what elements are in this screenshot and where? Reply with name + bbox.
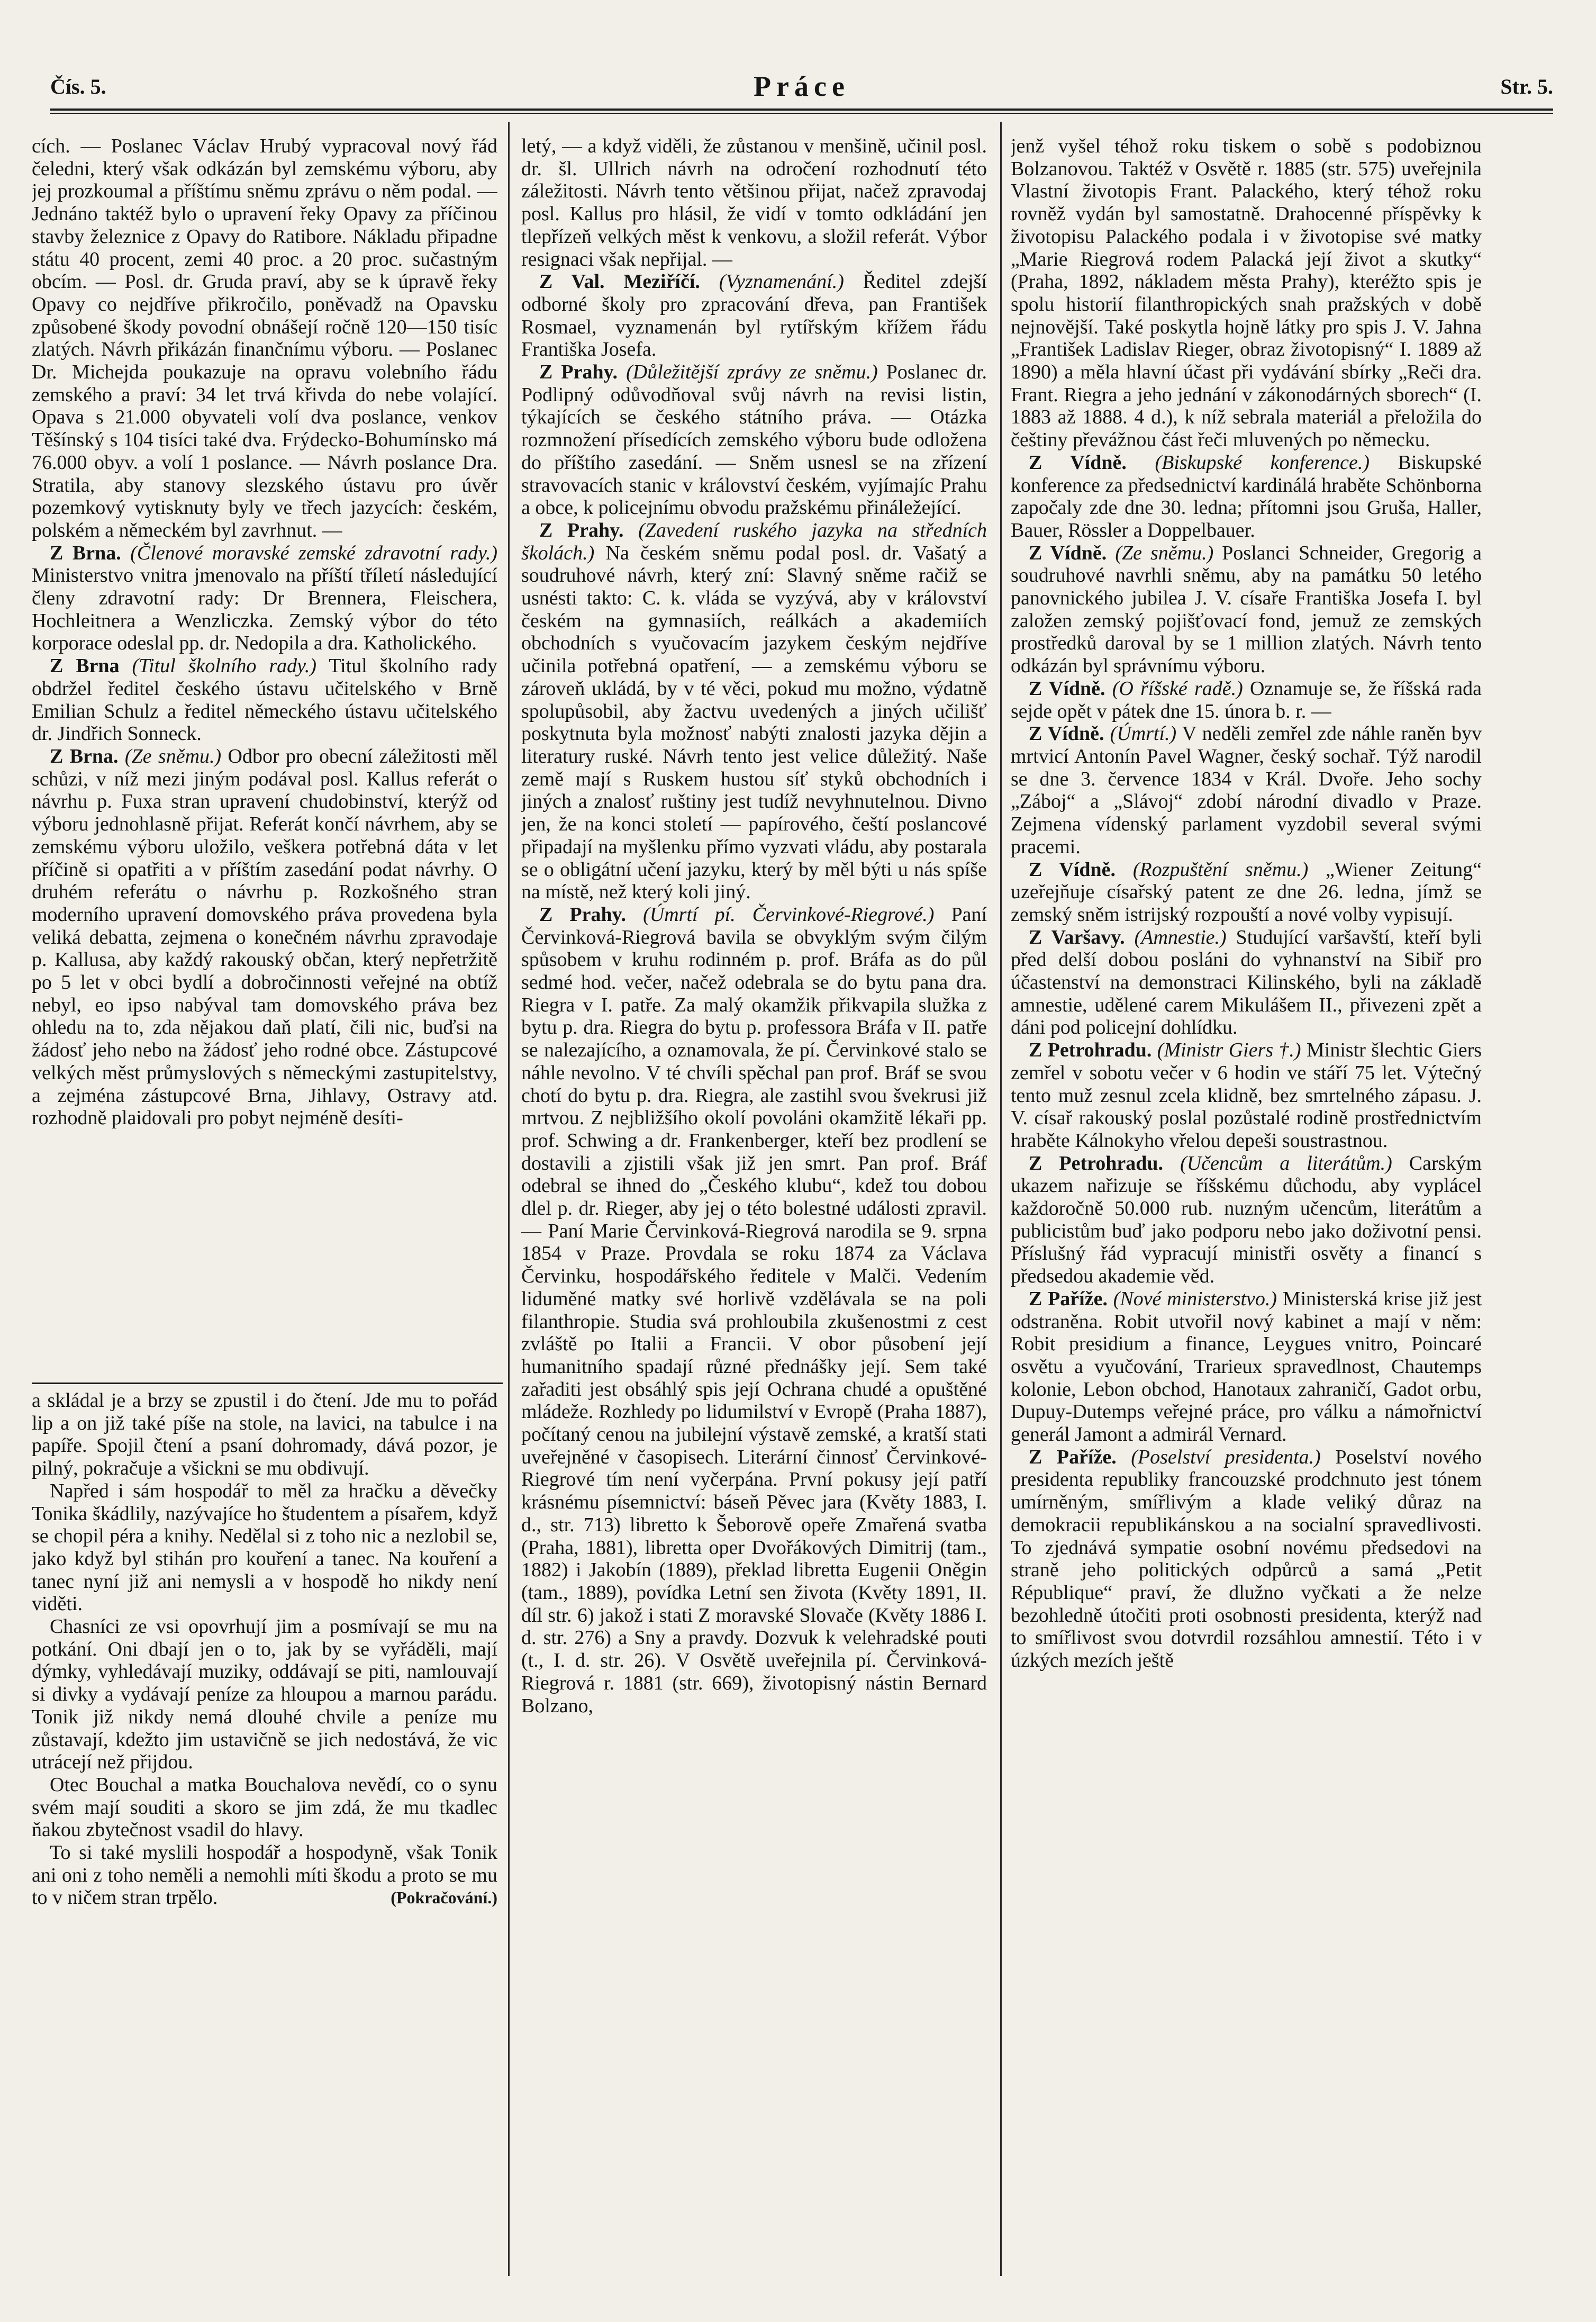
column-2	[521, 135, 987, 2292]
page-header	[50, 70, 1553, 106]
article-paragraph: Z Paříže. (Poselství presidenta.) Poselství nového presidenta republiky francouzské prodchnuto jest tónem umírněným, smířlivým a klade veliký důraz na demokracii republikánskou a na socialní spravedlivosti. To zjednává sympatie osobní novému předsedovi na straně jeho politických odpůrců a samá „Petit République“ praví, že dlužno vyčkati a že nelze bezohledně útočiti proti osobnosti presidenta, kterýž nad to smířlivost svou dotvrdil rozsáhlou amnestií. Této i v úzkých mezích ještě	[1011, 1445, 1482, 1672]
article-paragraph: letý, — a když viděli, že zůstanou v menšině, učinil posl. dr. šl. Ullrich návrh na odročení rozhodnutí této záležitosti. Návrh tento většinou přijat, načež zpravodaj posl. Kallus pro hlásil, že vidí v tomto odkládání jen tlepřízeň velkých měst k venkovu, a složil referát. Výbor resignaci však nepřijal. —	[521, 135, 987, 270]
article-paragraph: Z Vídně. (Biskupské konference.) Biskupské konference za předsednictví kardinálá hraběte Schönborna započaly zde dne 30. ledna; přítomni jsou Gruša, Haller, Bauer, Rössler a Doppelbauer.	[1011, 451, 1482, 541]
article-paragraph: Z Brna. (Ze sněmu.) Odbor pro obecní záležitosti měl schůzi, v níž mezi jiným podával posl. Kallus referát o návrhu p. Fuxa stran upravení chudobinství, kterýž od výboru jednohlasně přijat. Referát končí návrhem, aby se zemskému výboru uložilo, veškera potřebná dáta v let příčině si opatřiti a v příštím zasedání podat návrhy. O druhém referátu o návrhu p. Rozkošného stran moderního upravení domovského práva provedena byla veliká debatta, zejmena o konečném návrhu zpravodaje p. Kallusa, aby každý rakouský občan, který nepřetržitě po 5 let v obci bydlí a dobročinnosti veřejné na obtíž nebyl, eo ipso nabýval tam domovského práva bez ohledu na to, zda nějakou daň platí, čili nic, buďsi na žádosť jeho nebo na žádosť jeho rodné obce. Zástupcové velkých měst průmyslových s německými zastupitelstvy, a zejména zástupcové Brna, Jihlavy, Ostravy atd. rozhodně plaidovali pro pobyt nejméně desíti-	[32, 745, 497, 1130]
section-divider	[32, 1383, 503, 1384]
column-divider	[1000, 122, 1002, 2276]
story-paragraph: a skládal je a brzy se zpustil i do čtení. Jde mu to pořád lip a on již také píše na stole, na lavici, na tabulce i na papíře. Spojil čtení a psaní dohromady, dává pozor, je pilný, pokračuje a všickni se mu obdivují.	[32, 1389, 497, 1480]
article-paragraph: Z Paříže. (Nové ministerstvo.) Ministerská krise již jest odstraněna. Robit utvořil nový kabinet a mají v něm: Robit presidium a finance, Leygues vnitro, Poincaré osvětu a vyučování, Trarieux spravedlnost, Chautemps kolonie, Lebon obchod, Hanotaux zahraničí, Gadot orbu, Dupuy-Dutemps veřejné práce, pro válku a námořnictví generál Jamont a admirál Vernard.	[1011, 1287, 1482, 1446]
column-divider	[508, 122, 510, 2276]
story-paragraph: Chasníci ze vsi opovrhují jim a posmívají se mu na potkání. Oni dbají jen o to, jak by se vyřáděli, mají dýmky, vyhledávají muziky, oddávají se piti, namlouvají si divky a vydávají peníze za hloupou a marnou parádu. Tonik již nikdy nemá dlouhé chvile a peníze mu zůstavají, kdežto jim ustavičně se jich nedostává, že vic utrácejí než přijdou.	[32, 1615, 497, 1774]
newspaper-title: Práce	[754, 70, 850, 102]
column-1-news	[32, 135, 497, 1379]
column-1-feuilleton	[32, 1389, 497, 2289]
article-paragraph: Z Prahy. (Důležitější zprávy ze sněmu.) Poslanec dr. Podlipný odůvodňoval svůj návrh na revisi listin, týkajících se českého státního práva. — Otázka rozmnožení přísedících zemského výboru bude odložena do příštího zasedání. — Sněm usnesl se na zřízení stravovacích stanic v království českém, vyjímajíc Prahu a obce, k policejnímu obvodu pražskému přináležející.	[521, 361, 987, 519]
header-rule-thin	[50, 113, 1553, 114]
page-number: Str. 5.	[1500, 75, 1553, 98]
article-paragraph: cích. — Poslanec Václav Hrubý vypracoval nový řád čeledni, který však odkázán byl zemskému výboru, aby jej prozkoumal a příštímu sněmu zprávu o něm podal. — Jednáno taktéž bylo o upravení řeky Opavy za příčinou stavby železnice z Opavy do Ratibore. Nákladu připadne státu 40 procent, zemi 40 proc. a 20 proc. sučastným obcím. — Posl. dr. Gruda praví, aby se k úpravě řeky Opavy co nejdříve přikročilo, poněvadž na Opavsku způsobené škody povodní obnášejí ročně 120—150 tisíc zlatých. Návrh přikázán finančnímu výboru. — Poslanec Dr. Michejda poukazuje na opravu volebního řádu zemského a praví: 34 let trvá křivda do nebe volající. Opava s 21.000 obyvateli volí dva poslance, venkov Těšínský s 104 tisíci také dva. Frýdecko-Bohumínsko má 76.000 obyv. a volí 1 poslance. — Návrh poslance Dra. Stratila, aby stanovy slezského ústavu pro úvěr pozemkový vytisknuty byly ve třech jazycích: českém, polském a německém byl zavrhnut. —	[32, 135, 497, 541]
article-paragraph: Z Petrohradu. (Ministr Giers †.) Ministr šlechtic Giers zemřel v sobotu večer v 6 hodin ve stáří 75 let. Výtečný tento muž zesnul zcela klidně, bez smrtelného zápasu. J. V. císař rakouský poslal pozůstalé rodině prostřednictvím hraběte Kálnokyho vřelou depeši soustrastnou.	[1011, 1039, 1482, 1152]
story-paragraph: Napřed i sám hospodář to měl za hračku a děvečky Tonika škádlily, nazývajíce ho študentem a písařem, když se chopil péra a knihy. Nedělal si z toho nic a nezlobil se, jako když byl stihán pro kouření a tanec. Na kouření a tanec nyní již ani nemysli a v hospodě ho nikdy není viděti.	[32, 1479, 497, 1615]
issue-number: Čís. 5.	[50, 75, 106, 98]
article-paragraph: Z Varšavy. (Amnestie.) Studující varšavští, kteří byli před delší dobou posláni do vyhnanství na Sibiř pro účastenství na demonstraci Kilinského, byli na základě amnestie, udělené carem Mikulášem II., přivezeni zpět a dáni pod policejní dohlídku.	[1011, 926, 1482, 1039]
article-paragraph: Z Prahy. (Zavedení ruského jazyka na středních školách.) Na českém sněmu podal posl. dr. Vašatý a soudruhové návrh, který zní: Slavný sněme račiž se usnésti takto: C. k. vláda se vyzývá, aby v království českém na gymnasiích, reálkách a akademiích obchodních s vyučovacím jazykem českým nejdříve učinila potřebná opatření, — a zemskému výboru se zároveň ukládá, by v té věci, pokud mu možno, výdatně spolupůsobil, aby žactvu uvedených a jiných učilišť poskytnuta byla možnosť nabýti znalosti jazyka dějin a literatury ruské. Návrh tento jest velice důležitý. Naše země mají s Ruskem hustou síť styků obchodních i jiných a znalosť ruštiny jest tudíž nevyhnutelnou. Divno jen, že na konci století — papírového, čeští poslancové připadají na myšlenku přímo vyzvati vládu, aby postarala se o obligátní učení jazyku, který by měl býti u nás spíše na místě, než který koli jiný.	[521, 519, 987, 903]
article-paragraph: jenž vyšel téhož roku tiskem o sobě s podobiznou Bolzanovou. Taktéž v Osvětě r. 1885 (str. 575) uveřejnila Vlastní životopis Frant. Palackého, který téhož roku rovněž vydán byl samostatně. Drahocenné příspěvky k životopisu Palackého podala i v životopise své matky „Marie Riegrová rodem Palacká její život a skutky“ (Praha, 1892, nákladem města Prahy), kteréžto spis je spolu historií filanthropických snah pražských v době nejnovější. Také poskytla hojně látky pro spis J. V. Jahna „František Ladislav Rieger, obraz životopisný“ I. 1889 až 1890) a měla hlavní účast při vydávání sbírky „Reči dra. Frant. Riegra a jeho jednání v zákonodárných sborech“ (I. 1883 až 1888. 4 d.), k níž sebrala materiál a přeložila do češtiny převážnou část řeči mluvených po německu.	[1011, 135, 1482, 451]
article-paragraph: Z Brna (Titul školního rady.) Titul školního rady obdržel ředitel českého ústavu učitelského v Brně Emilian Schulz a ředitel německého ústavu učitelského dr. Jindřich Sonneck.	[32, 655, 497, 745]
article-paragraph: Z Vídně. (O říšské radě.) Oznamuje se, že říšská rada sejde opět v pátek dne 15. února b. r. —	[1011, 677, 1482, 722]
article-paragraph: Z Vídně. (Rozpuštění sněmu.) „Wiener Zeitung“ uzeřejňuje císařský patent ze dne 26. ledna, jímž se zemský sněm istrijský rozpouští a nové volby vypisují.	[1011, 858, 1482, 926]
article-paragraph: Z Vídně. (Úmrtí.) V neděli zemřel zde náhle raněn byv mrtvicí Antonín Pavel Wagner, český sochař. Týž narodil se dne 3. července 1834 v Král. Dvoře. Jeho sochy „Záboj“ a „Slávoj“ zdobí národní divadlo v Praze. Zejmena vídenský parlament vyzdobil several svými pracemi.	[1011, 722, 1482, 858]
article-paragraph: Z Prahy. (Úmrtí pí. Červinkové-Riegrové.) Paní Červinková-Riegrová bavila se obvyklým svým čilým spůsobem v kruhu rodinném p. prof. Bráfa as do půl sedmé hod. večer, načež odebrala se do bytu pana dra. Riegra v I. patře. Za malý okamžik přikvapila služka z bytu p. dra. Riegra do bytu p. professora Bráfa v II. patře se nalezajícího, a oznamovala, že pí. Červinkové stalo se náhle nevolno. V té chvíli spěchal pan prof. Bráf se svou chotí do bytu p. dra. Riegra, ale zastihl svou švekrusi již mrtvou. Z nejbližšího okolí povoláni okamžitě lékaři pp. prof. Schwing a dr. Frankenberger, kteří bez prodlení se dostavili a zjistili však již jen smrt. Pan prof. Bráf odebral se ihned do „Českého klubu“, kdež tou dobou dlel p. dr. Rieger, aby jej o této bolestné události zpravil. — Paní Marie Červinková-Riegrová narodila se 9. srpna 1854 v Praze. Provdala se roku 1874 za Václava Červinku, hospodářského ředitele v Malči. Vedením liduměné matky své horlivě vzdělávala se na poli filanthropie. Studia svá prohloubila zkušenostmi z cest zvláště po Italii a Francii. V obor působení její humanitního spadají různé přednášky její. Sem také zařaditi jest obsáhlý spis její Ochrana chudé a opuštěné mládeže. Rozhledy po lidumilství v Evropě (Praha 1887), počítaný cenou na jubilejní výstavě zemské, a kratší stati uveřejněné v časopisech. Literární činnosť Červinkové-Riegrové tím není vyčerpána. První pokusy její patří krásnému písemnictví: báseň Pěvec jara (Květy 1883, I. d., str. 713) libretto k Šeborově opeře Zmařená svatba (Praha, 1881), libretta oper Dvořákových Dimitrij (tam., 1882) i Jakobín (1889), překlad libretta Eugenii Oněgin (tam., 1889), povídka Letní sen života (Květy 1891, II. díl str. 6) jakož i stati Z moravské Slovače (Květy 1886 I. d. str. 276) a Sny a pravdy. Dozvuk k velehradské pouti (t., I. d. str. 26). V Osvětě uveřejnila pí. Červinková-Riegrová r. 1881 (str. 669), životopisný nástin Bernard Bolzano,	[521, 903, 987, 1717]
article-paragraph: Z Petrohradu. (Učencům a literátům.) Carským ukazem nařizuje se říšskému důchodu, aby vyplácel každoročně 50.000 rub. nuzným učencům, literátům a publicistům buď jako podporu nebo jako doživotní pensi. Příslušný řád vypracují ministři osvěty a financí s předsedou akademie věd.	[1011, 1152, 1482, 1288]
article-paragraph: Z Brna. (Členové moravské zemské zdravotní rady.) Ministerstvo vnitra jmenovalo na příští tříletí následující členy zdravotní rady: Dr Brennera, Fleischera, Hochleitnera a Wenzliczka. Zemský výbor do této korporace odeslal pp. dr. Nedopila a dra. Katholického.	[32, 541, 497, 655]
header-rule	[50, 109, 1553, 111]
continued-note: (Pokračování.)	[391, 1888, 497, 1908]
column-3	[1011, 135, 1482, 2292]
article-paragraph: Z Val. Meziříčí. (Vyznamenání.) Ředitel zdejší odborné školy pro zpracování dřeva, pan František Rosmael, vyznamenán byl rytířským křížem řádu Františka Josefa.	[521, 270, 987, 361]
story-paragraph: Otec Bouchal a matka Bouchalova nevědí, co o synu svém mají souditi a skoro se jim zdá, že mu tkadlec ňakou zbytečnost vsadil do hlavy.	[32, 1773, 497, 1841]
story-paragraph: To si také myslili hospodář a hospodyně, však Tonik ani oni z toho neměli a nemohli míti škodu a proto se mu to v ničem stran trpělo. (Pokračování.)	[32, 1841, 497, 1909]
article-paragraph: Z Vídně. (Ze sněmu.) Poslanci Schneider, Gregorig a soudruhové navrhli sněmu, aby na památku 50 letého panovnického jubilea J. V. císaře Františka Josefa I. byl založen zemský pojišťovací fond, jemuž ze zemských prostředků daroval by se 1 million zlatých. Návrh tento odkázán byl správnímu výboru.	[1011, 541, 1482, 677]
